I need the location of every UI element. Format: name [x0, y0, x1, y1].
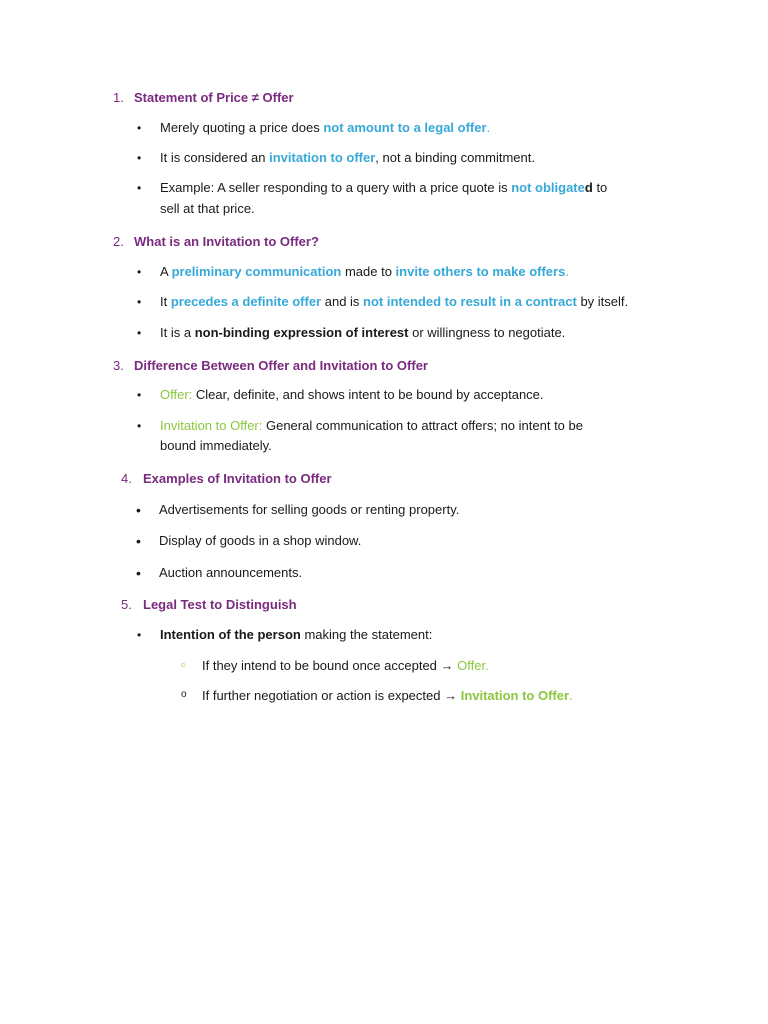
sub-bullet-circle: ○: [180, 660, 187, 671]
section-3-bullet-2-cont: bound immediately.: [160, 438, 272, 453]
section-1-bullet-1: Merely quoting a price does not amount to a legal offer.: [160, 120, 491, 135]
bullet-dot: •: [137, 326, 142, 340]
section-1-bullet-3: Example: A seller responding to a query with a price quote is not obligated to: [160, 180, 608, 195]
sub-bullet-circle: o: [181, 689, 187, 700]
section-1-bullet-3-cont: sell at that price.: [160, 201, 255, 216]
section-4-number: 4.: [121, 471, 132, 486]
section-5-bullet-1: Intention of the person making the statement:: [160, 627, 433, 642]
bullet-dot: •: [137, 628, 142, 642]
section-2-number: 2.: [113, 234, 124, 249]
section-5-number: 5.: [121, 597, 132, 612]
section-2-bullet-3: It is a non-binding expression of interest or willingness to negotiate.: [160, 325, 566, 340]
bullet-dot: •: [137, 121, 142, 135]
bullet-dot: •: [136, 502, 141, 518]
section-5-sub-bullet-2: If further negotiation or action is expected → Invitation to Offer.: [202, 688, 573, 703]
bullet-dot: •: [137, 419, 142, 433]
section-1-bullet-2: It is considered an invitation to offer, not a binding commitment.: [160, 150, 535, 165]
section-3-number: 3.: [113, 358, 124, 373]
section-3-bullet-1: Offer: Clear, definite, and shows intent to be bound by acceptance.: [160, 387, 544, 402]
section-1-number: 1.: [113, 90, 124, 105]
section-2-bullet-2: It precedes a definite offer and is not intended to result in a contract by itself.: [160, 294, 629, 309]
section-3-heading: Difference Between Offer and Invitation to Offer: [134, 358, 428, 373]
section-4-heading: Examples of Invitation to Offer: [143, 471, 332, 486]
section-4-bullet-1: Advertisements for selling goods or renting property.: [159, 502, 460, 517]
section-4-bullet-2: Display of goods in a shop window.: [159, 533, 362, 548]
bullet-dot: •: [136, 533, 141, 549]
bullet-dot: •: [137, 265, 142, 279]
bullet-dot: •: [136, 565, 141, 581]
section-3-bullet-2: Invitation to Offer: General communication to attract offers; no intent to be: [160, 418, 583, 433]
section-2-bullet-1: A preliminary communication made to invite others to make offers.: [160, 264, 569, 279]
section-1-heading: Statement of Price ≠ Offer: [134, 90, 294, 105]
section-5-sub-bullet-1: If they intend to be bound once accepted → Offer.: [202, 658, 489, 673]
bullet-dot: •: [137, 151, 142, 165]
section-2-heading: What is an Invitation to Offer?: [134, 234, 319, 249]
bullet-dot: •: [137, 295, 142, 309]
bullet-dot: •: [137, 181, 142, 195]
section-5-heading: Legal Test to Distinguish: [143, 597, 297, 612]
section-4-bullet-3: Auction announcements.: [159, 565, 303, 580]
bullet-dot: •: [137, 388, 142, 402]
